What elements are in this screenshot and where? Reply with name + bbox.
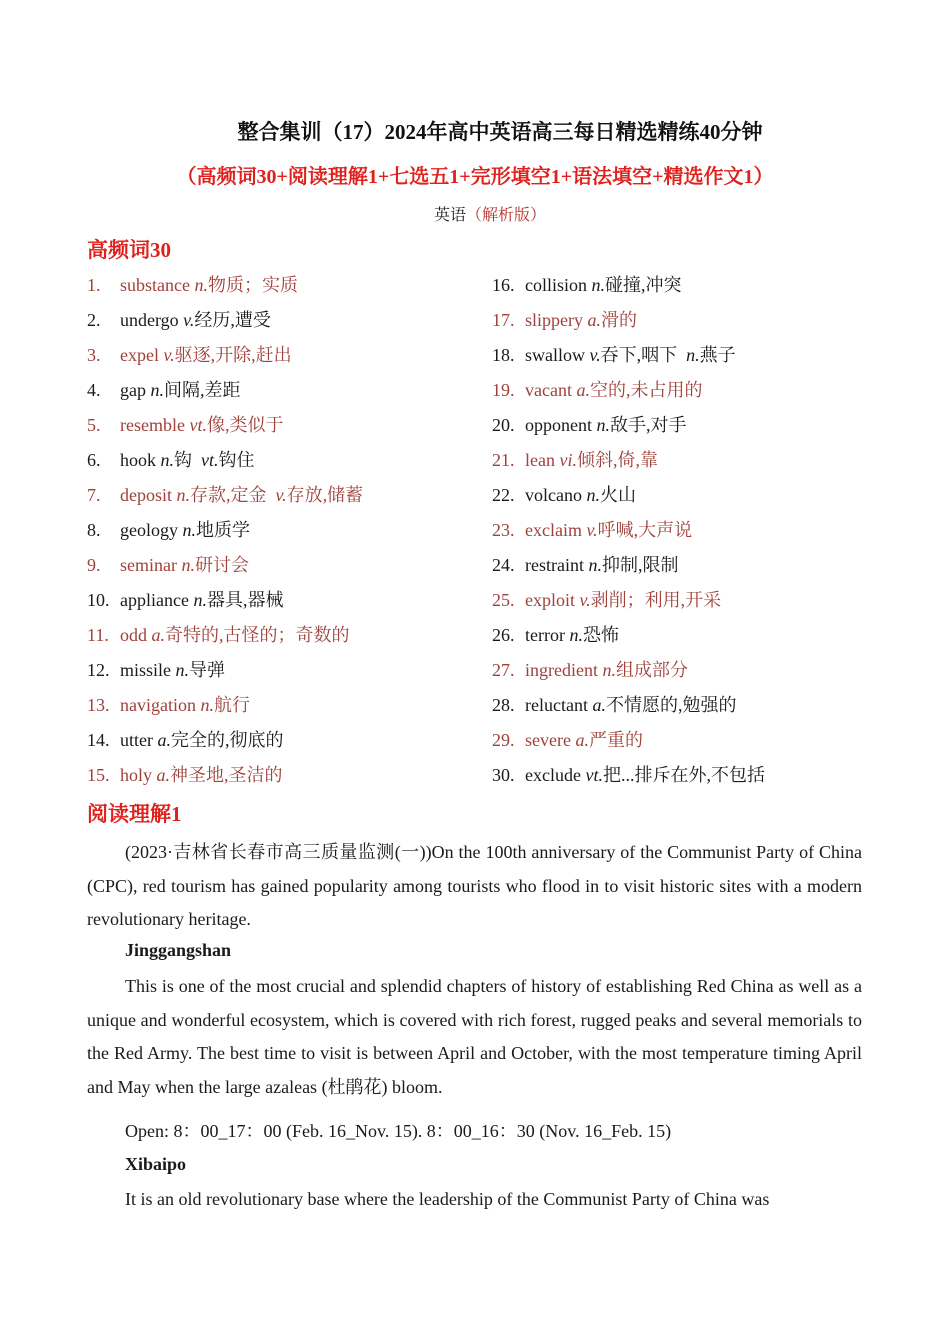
vocab-part-of-speech: a.: [156, 765, 171, 785]
vocab-number: 10.: [87, 590, 110, 610]
vocab-number: 4.: [87, 380, 101, 400]
vocab-number: 16.: [492, 275, 515, 295]
vocab-meaning: 钩住: [218, 450, 255, 470]
vocab-entry: [525, 655, 688, 690]
vocab-part-of-speech: a.: [587, 310, 601, 330]
vocab-number: 3.: [87, 345, 101, 365]
place-title-jinggangshan: Jinggangshan: [125, 940, 232, 960]
vocab-meaning: 驱逐,开除,赶出: [174, 345, 292, 365]
vocab-part-of-speech: n.: [181, 555, 195, 575]
vocab-part-of-speech: a.: [151, 625, 165, 645]
vocab-word: appliance: [120, 590, 194, 610]
vocab-heading: 高频词30: [87, 238, 171, 262]
vocab-meaning: 严重的: [588, 730, 643, 750]
vocab-item: [492, 340, 882, 375]
vocab-meaning: 抑制,限制: [601, 555, 679, 575]
vocab-entry: [525, 375, 702, 410]
vocab-entry: [120, 585, 283, 620]
vocab-entry: [120, 725, 284, 760]
vocab-number: 27.: [492, 660, 515, 680]
vocab-number: 24.: [492, 555, 515, 575]
vocab-word: resemble: [120, 415, 190, 435]
vocab-item: [492, 620, 882, 655]
vocab-item: [492, 410, 882, 445]
vocab-part-of-speech: n.: [193, 590, 207, 610]
vocab-item: [492, 270, 882, 305]
vocab-item: [87, 375, 477, 410]
vocab-part-of-speech: n.: [150, 380, 164, 400]
vocab-word: exclaim: [525, 520, 587, 540]
vocab-word: deposit: [120, 485, 177, 505]
opening-hours: Open: 8：00_17：00 (Feb. 16_Nov. 15). 8：00_16：30 (Nov. 16_Feb. 15): [125, 1121, 672, 1141]
reading-heading: 阅读理解1: [87, 802, 182, 826]
vocab-meaning: 呼喊,大声说: [597, 520, 693, 540]
vocab-part-of-speech: n.: [596, 415, 610, 435]
vocab-item: [87, 340, 477, 375]
vocab-number: 28.: [492, 695, 515, 715]
vocab-entry: [525, 445, 658, 480]
vocab-word: lean: [525, 450, 560, 470]
vocab-meaning: 器具,器械: [206, 590, 284, 610]
vocab-word: utter: [120, 730, 158, 750]
edition-label: （解析版）: [466, 207, 547, 224]
vocab-entry: [525, 305, 637, 340]
vocab-part-of-speech: a.: [575, 730, 589, 750]
vocab-meaning: 奇特的,古怪的；奇数的: [165, 625, 350, 645]
vocab-entry: [525, 725, 643, 760]
vocab-meaning: 存放,储蓄: [286, 485, 364, 505]
vocab-number: 30.: [492, 765, 515, 785]
vocab-entry: [120, 305, 271, 340]
vocab-item: [87, 515, 477, 550]
vocab-number: 25.: [492, 590, 515, 610]
page-title: 整合集训（17）2024年高中英语高三每日精选精练40分钟: [237, 120, 763, 144]
vocab-word: gap: [120, 380, 151, 400]
vocab-entry: [120, 480, 363, 515]
vocab-meaning: 存款,定金: [190, 485, 276, 505]
vocab-part-of-speech: vt.: [189, 415, 207, 435]
vocab-part-of-speech: v.: [586, 520, 598, 540]
vocab-word: navigation: [120, 695, 201, 715]
vocab-part-of-speech: n.: [175, 660, 190, 680]
vocab-number: 23.: [492, 520, 515, 540]
vocab-entry: [120, 270, 298, 305]
vocab-item: [492, 550, 882, 585]
vocab-part-of-speech: a.: [157, 730, 171, 750]
vocab-word: severe: [525, 730, 576, 750]
vocab-meaning: 神圣地,圣洁的: [170, 765, 283, 785]
vocab-meaning: 钩: [174, 450, 201, 470]
place-description-jinggangshan: This is one of the most crucial and splendid chapters of history of establishing Red China as well as a unique and wonderful ecosystem, which is covered with rich forest, rugged peaks and several memorials to the Red Army. The best time to visit is between April and October, with the most temperature timing April and May when the large azaleas (杜鹃花) bloom.: [87, 976, 862, 1097]
vocab-part-of-speech: vi.: [559, 450, 577, 470]
vocab-word: ingredient: [525, 660, 603, 680]
vocab-number: 26.: [492, 625, 515, 645]
vocab-meaning: 剥削；利用,开采: [590, 590, 722, 610]
vocab-item: [87, 445, 477, 480]
vocab-word: substance: [120, 275, 195, 295]
vocab-part-of-speech: n.: [176, 485, 190, 505]
vocab-word: restraint: [525, 555, 589, 575]
vocab-part-of-speech: v.: [275, 485, 287, 505]
vocab-word: missile: [120, 660, 176, 680]
vocab-word: holy: [120, 765, 157, 785]
vocab-meaning: 吞下,咽下: [600, 345, 687, 365]
vocab-part-of-speech: vt.: [585, 765, 603, 785]
vocab-meaning: 碰撞,冲突: [605, 275, 682, 295]
vocab-word: undergo: [120, 310, 184, 330]
vocab-item: [87, 480, 477, 515]
page-subtitle: （高频词30+阅读理解1+七选五1+完形填空1+语法填空+精选作文1）: [176, 166, 774, 188]
vocab-entry: [525, 480, 636, 515]
vocab-item: [87, 725, 477, 760]
vocab-number: 2.: [87, 310, 101, 330]
vocab-part-of-speech: n.: [160, 450, 174, 470]
vocab-item: [87, 760, 477, 795]
vocab-meaning: 燕子: [699, 345, 736, 365]
vocab-part-of-speech: v.: [183, 310, 195, 330]
vocab-word: volcano: [525, 485, 587, 505]
reading-intro: (2023·吉林省长春市高三质量监测(一))On the 100th anniversary of the Communist Party of China (CPC), red tourism has gained popularity among tourists who flood in to visit historic sites with a modern revolutionary heritage.: [87, 842, 862, 929]
vocab-word: seminar: [120, 555, 182, 575]
vocab-item: [87, 550, 477, 585]
vocab-number: 29.: [492, 730, 515, 750]
vocab-part-of-speech: n.: [569, 625, 583, 645]
vocab-item: [492, 480, 882, 515]
vocab-item: [87, 305, 477, 340]
vocab-meaning: 滑的: [601, 310, 637, 330]
vocab-number: 5.: [87, 415, 101, 435]
vocab-column-right: [492, 270, 882, 795]
vocab-entry: [525, 690, 736, 725]
vocab-entry: [120, 375, 241, 410]
vocab-word: vacant: [525, 380, 577, 400]
vocab-entry: [525, 585, 721, 620]
vocab-entry: [525, 340, 736, 375]
vocab-item: [492, 515, 882, 550]
vocab-part-of-speech: n.: [591, 275, 605, 295]
vocab-number: 6.: [87, 450, 101, 470]
vocab-entry: [120, 550, 249, 585]
vocab-item: [87, 655, 477, 690]
vocab-number: 7.: [87, 485, 101, 505]
vocab-item: [87, 585, 477, 620]
vocab-number: 18.: [492, 345, 515, 365]
vocab-meaning: 地质学: [196, 520, 250, 540]
vocab-item: [492, 725, 882, 760]
vocab-number: 13.: [87, 695, 110, 715]
vocab-word: exclude: [525, 765, 586, 785]
vocab-part-of-speech: v.: [163, 345, 175, 365]
vocab-item: [492, 305, 882, 340]
vocab-number: 20.: [492, 415, 515, 435]
vocab-entry: [120, 655, 225, 690]
vocab-meaning: 倾斜,倚,靠: [576, 450, 658, 470]
vocab-part-of-speech: n.: [194, 275, 208, 295]
vocab-entry: [525, 270, 682, 305]
vocab-entry: [120, 760, 283, 795]
vocab-word: slippery: [525, 310, 588, 330]
vocab-item: [492, 760, 882, 795]
vocab-item: [492, 585, 882, 620]
vocab-part-of-speech: vt.: [201, 450, 219, 470]
vocab-number: 21.: [492, 450, 515, 470]
vocab-number: 1.: [87, 275, 101, 295]
vocab-item: [492, 655, 882, 690]
place-description-xibaipo: It is an old revolutionary base where the leadership of the Communist Party of China was: [125, 1189, 770, 1209]
vocab-meaning: 完全的,彻底的: [171, 730, 284, 750]
vocab-item: [87, 690, 477, 725]
vocab-part-of-speech: a.: [576, 380, 590, 400]
vocab-item: [492, 445, 882, 480]
vocab-number: 14.: [87, 730, 110, 750]
vocab-part-of-speech: n.: [686, 345, 700, 365]
vocab-word: odd: [120, 625, 152, 645]
vocab-number: 17.: [492, 310, 515, 330]
vocab-word: opponent: [525, 415, 597, 435]
vocab-word: terror: [525, 625, 570, 645]
vocab-meaning: 恐怖: [582, 625, 619, 645]
subject-name: 英语: [433, 207, 466, 224]
vocab-part-of-speech: n.: [200, 695, 214, 715]
place-title-xibaipo: Xibaipo: [125, 1154, 187, 1174]
vocab-item: [87, 270, 477, 305]
vocab-entry: [120, 620, 350, 655]
vocab-entry: [525, 550, 678, 585]
vocab-number: 19.: [492, 380, 515, 400]
vocab-number: 11.: [87, 625, 109, 645]
vocab-entry: [525, 515, 692, 550]
vocab-part-of-speech: n.: [182, 520, 196, 540]
vocab-part-of-speech: v.: [589, 345, 601, 365]
vocab-word: reluctant: [525, 695, 593, 715]
vocab-word: swallow: [525, 345, 590, 365]
vocab-entry: [525, 620, 619, 655]
vocab-word: hook: [120, 450, 161, 470]
vocab-word: exploit: [525, 590, 580, 610]
vocab-entry: [120, 445, 255, 480]
vocab-meaning: 组成部分: [615, 660, 688, 680]
vocab-part-of-speech: n.: [588, 555, 602, 575]
vocab-meaning: 间隔,差距: [164, 380, 241, 400]
vocab-entry: [120, 515, 250, 550]
vocab-number: 15.: [87, 765, 110, 785]
vocab-entry: [120, 410, 283, 445]
vocab-entry: [525, 760, 765, 795]
vocab-number: 22.: [492, 485, 515, 505]
vocab-meaning: 像,类似于: [206, 415, 284, 435]
vocab-word: collision: [525, 275, 592, 295]
vocab-meaning: 经历,遭受: [194, 310, 271, 330]
vocab-number: 8.: [87, 520, 101, 540]
vocab-meaning: 研讨会: [194, 555, 249, 575]
vocab-part-of-speech: n.: [602, 660, 616, 680]
vocab-column-left: [87, 270, 477, 795]
vocab-word: expel: [120, 345, 164, 365]
vocab-number: 12.: [87, 660, 110, 680]
vocab-entry: [120, 340, 292, 375]
vocab-part-of-speech: v.: [579, 590, 591, 610]
vocab-word: geology: [120, 520, 183, 540]
vocab-part-of-speech: a.: [592, 695, 606, 715]
vocab-item: [87, 620, 477, 655]
vocab-meaning: 敌手,对手: [610, 415, 687, 435]
vocab-entry: [120, 690, 250, 725]
vocab-meaning: 把...排斥在外,不包括: [602, 765, 765, 785]
vocab-meaning: 航行: [213, 695, 250, 715]
vocab-meaning: 火山: [599, 485, 636, 505]
vocab-entry: [525, 410, 687, 445]
vocab-item: [492, 375, 882, 410]
vocab-number: 9.: [87, 555, 101, 575]
vocab-meaning: 导弹: [189, 660, 226, 680]
vocab-part-of-speech: n.: [586, 485, 600, 505]
vocab-meaning: 物质；实质: [207, 275, 298, 295]
vocab-meaning: 不情愿的,勉强的: [605, 695, 737, 715]
subject-line: [110, 202, 870, 225]
vocab-item: [87, 410, 477, 445]
vocab-meaning: 空的,未占用的: [589, 380, 703, 400]
vocab-item: [492, 690, 882, 725]
